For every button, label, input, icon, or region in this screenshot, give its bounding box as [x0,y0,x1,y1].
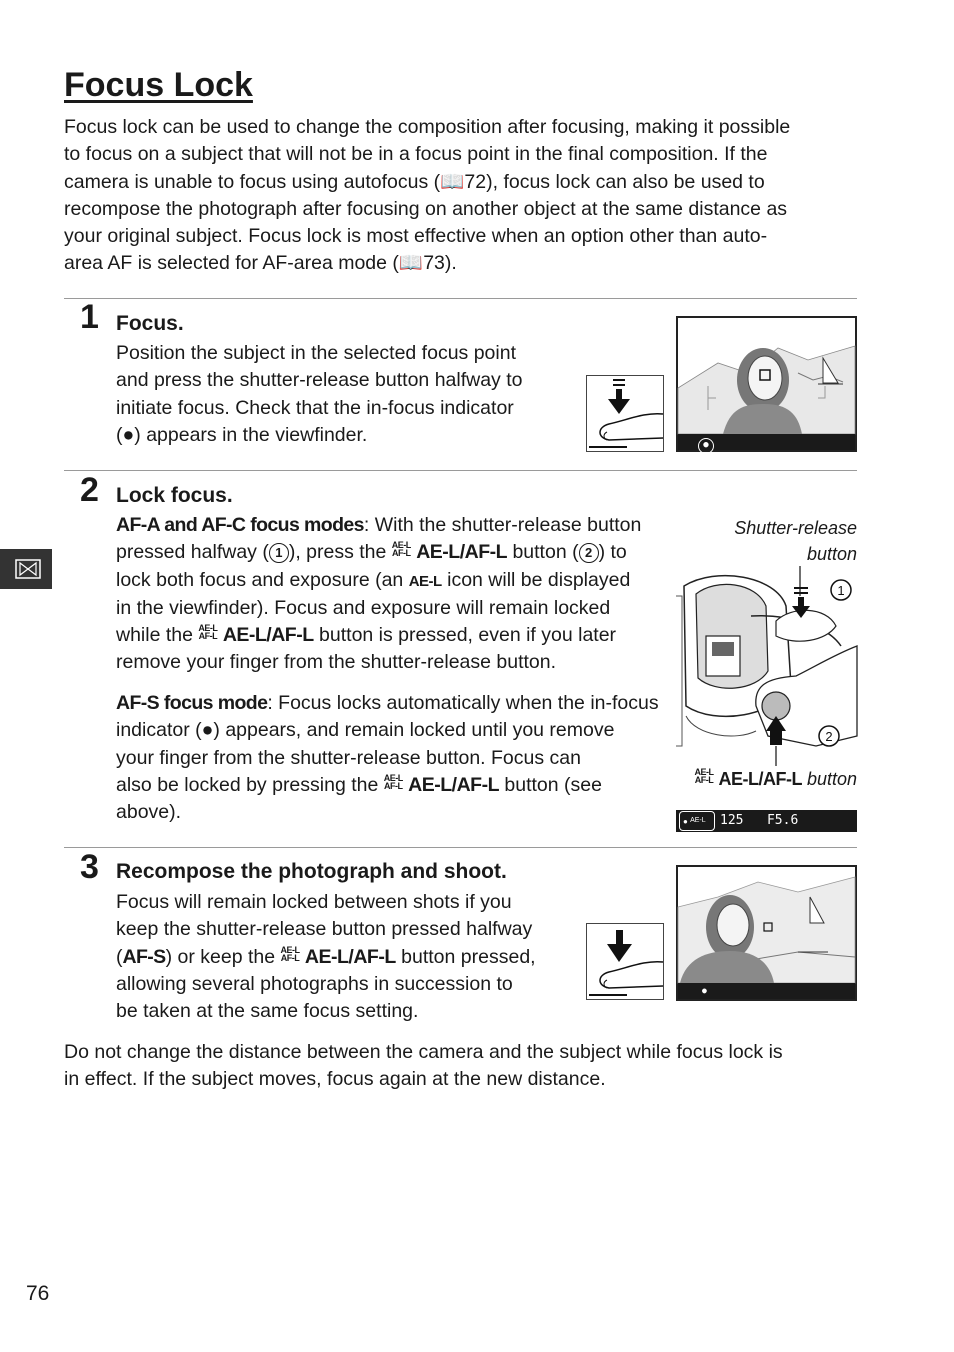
outro-paragraph: Do not change the distance between the camera and the subject while focus lock is in effect. If the subject moves, focus again at the new distance. [64,1041,783,1091]
camera-back-illustration [676,566,857,766]
step-number: 2 [80,471,99,509]
half-press-illustration [586,375,664,452]
callout-2-marker: 2 [825,729,833,744]
ae-l-af-l-icon: AE-L AF-L [391,540,411,559]
divider [64,847,857,848]
step-title: Lock focus. [116,484,233,507]
page-reference[interactable]: 72 [464,170,487,193]
callout-2: 2 [579,543,599,563]
page-number: 76 [26,1282,50,1305]
ae-l-icon: AE-L [408,572,442,590]
full-press-illustration [586,923,664,1000]
intro-line: to focus on a subject that will not be in a focus point in the final composition. If the [64,143,768,166]
focus-mode-label: AF-A and AF-C focus modes [116,514,364,536]
focus-mode-label: AF-S focus mode [116,692,268,714]
in-focus-indicator-icon: ● [702,986,707,995]
viewfinder-display: ● AE-L 125 F5.6 [676,810,857,832]
in-focus-indicator-icon: ● [698,438,714,454]
step2-body-afa: AF-A and AF-C focus modes: With the shutter-release button pressed halfway ( 1 ), press the AE-L AF-L AE-L/AF-L button ( 2 ) to lock both focus and exposure (an AE-L icon will be displayed in the viewfinder). Focus and exposure will remain locked while the AE-L AF-L AE-L/AF-L button is pressed, even if you later remove your finger from the shutter-release button. [116,514,642,674]
autofocus-section-icon [0,549,52,589]
intro-line: area AF is selected for AF-area mode (📖73). [64,252,457,275]
step3-body: Focus will remain locked between shots if you keep the shutter-release button pressed halfway (AF-S) or keep the AE-L AF-L AE-L/AF-L button pressed, allowing several photographs in succession to be taken at the same focus setting. [116,891,536,1023]
ae-l-af-l-icon: AE-L AF-L [694,767,714,785]
intro-line: your original subject. Focus lock is most effective when an option other than auto- [64,225,768,248]
callout-1: 1 [269,543,289,563]
viewfinder-display: ● 125 F5.6 [ r 17] [678,434,855,450]
viewfinder-image [676,316,863,467]
focus-mode-label: AF-S [122,945,166,968]
step1-body: Position the subject in the selected focus point and press the shutter-release button halfway to initiate focus. Check that the in-focus indicator (●) appears in the viewfinder. [116,342,523,446]
in-focus-indicator-icon: ● [122,423,135,446]
page-title: Focus Lock [64,66,253,104]
callout-1-marker: 1 [837,583,845,598]
ae-l-af-l-icon: AE-L AF-L [280,944,300,963]
step-title: Recompose the photograph and shoot. [116,860,507,883]
intro-line: Focus lock can be used to change the composition after focusing, making it possible [64,116,791,138]
shutter-release-caption: Shutter-release button [734,518,857,564]
intro-line: camera is unable to focus using autofocus (📖72), focus lock can also be used to [64,170,765,193]
step-number: 3 [80,848,99,886]
section-tab [0,549,52,589]
step-number: 1 [80,298,99,336]
step2-body-afs: AF-S focus mode: Focus locks automatically when the in-focus indicator (●) appears, and remain locked until you remove your finger from the shutter-release button. Focus can also be locked by pressing the AE-L AF-L AE-L/AF-L button (see above). [116,692,659,824]
page-reference[interactable]: 73 [423,252,445,275]
divider [64,298,857,299]
in-focus-indicator-icon: ● [683,817,688,826]
book-reference-icon: 📖 [398,252,424,275]
step-title: Focus. [116,312,184,335]
viewfinder-display: ● 125 F5.6 [ r 17] [678,983,855,999]
ae-l-af-l-button-label: AE-L/AF-L [416,541,508,564]
recomposed-viewfinder-image [676,865,861,1012]
ae-l-icon: AE-L [690,817,706,824]
divider [64,470,857,471]
ae-l-af-l-icon: AE-L AF-L [383,772,403,791]
in-focus-indicator-icon: ● [201,719,214,742]
ae-l-af-l-icon: AE-L AF-L [198,623,218,642]
intro-line: recompose the photograph after focusing on another object at the same distance as [64,197,788,220]
intro-paragraph [64,114,864,278]
ae-l-af-l-button-caption: AE-L AF-L AE-L/AF-L button [694,767,857,789]
book-reference-icon: 📖 [440,170,465,193]
